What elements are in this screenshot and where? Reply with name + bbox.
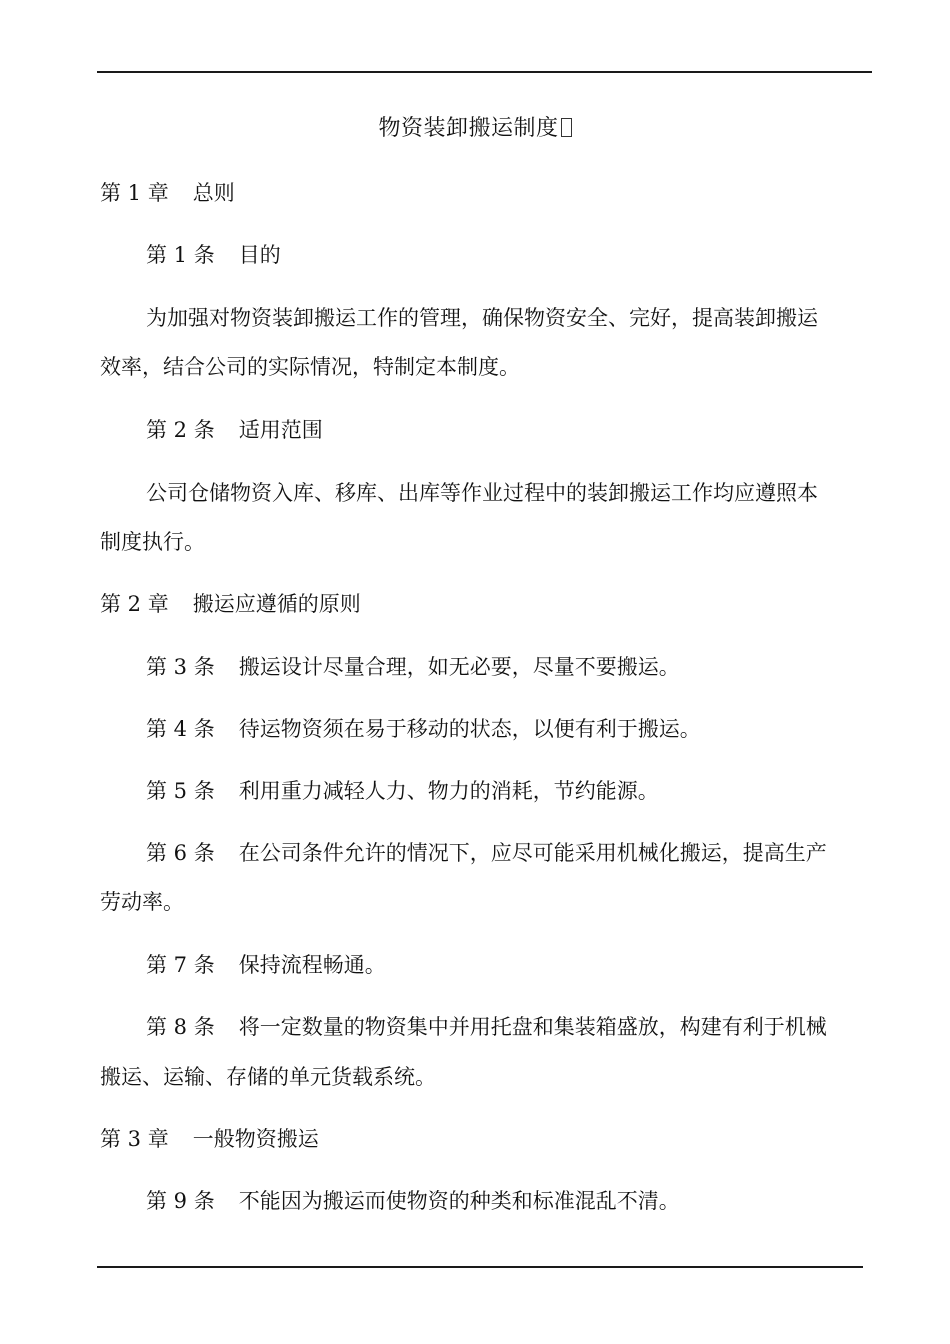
article-4 — [146, 713, 906, 745]
title-text: 物资装卸搬运制度 — [378, 116, 559, 141]
article-title: 适用范围 — [238, 418, 323, 442]
article-text: 搬运设计尽量合理，如无必要，尽量不要搬运。 — [238, 655, 680, 679]
chapter-title: 一般物资搬运 — [192, 1127, 319, 1151]
article-8 — [146, 1011, 906, 1043]
paragraph-line: 效率，结合公司的实际情况，特制定本制度。 — [100, 355, 520, 379]
chapter-title: 搬运应遵循的原则 — [192, 592, 361, 616]
article-text: 将一定数量的物资集中并用托盘和集装箱盛放，构建有利于机械 — [238, 1015, 827, 1039]
article-number: 第 2 条 — [146, 418, 215, 442]
paragraph-line: 公司仓储物资入库、移库、出库等作业过程中的装卸搬运工作均应遵照本 — [146, 481, 818, 505]
article-7 — [146, 949, 906, 981]
article-number: 第 7 条 — [146, 953, 215, 977]
paragraph-line: 劳动率。 — [100, 890, 184, 914]
article-1-heading — [146, 239, 906, 271]
article-text: 待运物资须在易于移动的状态，以便有利于搬运。 — [238, 717, 701, 741]
article-text: 利用重力减轻人力、物力的消耗，节约能源。 — [238, 779, 659, 803]
chapter-title: 总则 — [192, 181, 235, 205]
article-number: 第 8 条 — [146, 1015, 215, 1039]
article-9 — [146, 1185, 906, 1217]
chapter-3-heading — [100, 1123, 860, 1155]
article-number: 第 3 条 — [146, 655, 215, 679]
document-title — [0, 112, 950, 146]
article-title: 目的 — [238, 243, 281, 267]
chapter-number: 第 3 章 — [100, 1127, 169, 1151]
article-text: 保持流程畅通。 — [238, 953, 386, 977]
chapter-number: 第 2 章 — [100, 592, 169, 616]
article-text: 不能因为搬运而使物资的种类和标准混乱不清。 — [238, 1189, 680, 1213]
article-text: 在公司条件允许的情况下，应尽可能采用机械化搬运，提高生产 — [238, 841, 827, 865]
article-6 — [146, 837, 906, 869]
article-number: 第 1 条 — [146, 243, 215, 267]
article-number: 第 5 条 — [146, 779, 215, 803]
paragraph-line: 为加强对物资装卸搬运工作的管理，确保物资安全、完好，提高装卸搬运 — [146, 306, 818, 330]
article-2-heading — [146, 414, 906, 446]
chapter-1-heading — [100, 177, 860, 209]
article-5 — [146, 775, 906, 807]
article-number: 第 6 条 — [146, 841, 215, 865]
article-number: 第 9 条 — [146, 1189, 215, 1213]
article-3 — [146, 651, 906, 683]
footer-rule — [97, 1266, 863, 1268]
chapter-2-heading — [100, 588, 860, 620]
article-number: 第 4 条 — [146, 717, 215, 741]
header-rule — [97, 71, 872, 73]
title-glyph-box — [561, 118, 572, 137]
chapter-number: 第 1 章 — [100, 181, 169, 205]
paragraph-line: 搬运、运输、存储的单元货载系统。 — [100, 1065, 436, 1089]
paragraph-line: 制度执行。 — [100, 530, 205, 554]
